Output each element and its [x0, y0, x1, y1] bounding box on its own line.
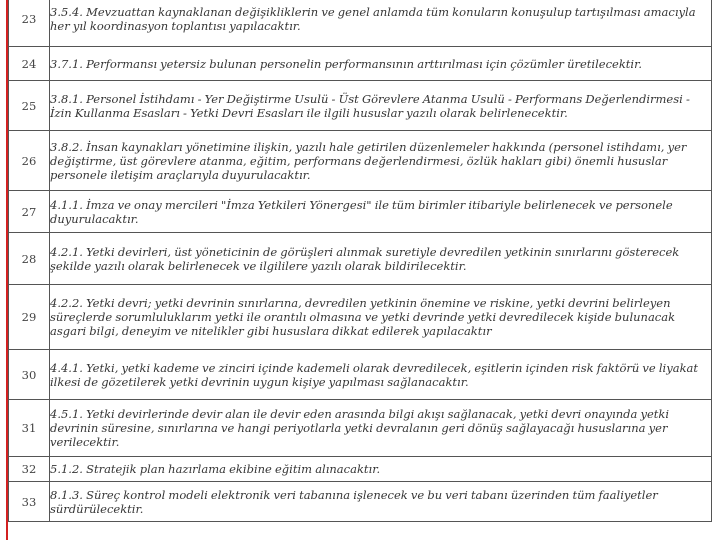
row-text: 4.4.1. Yetki, yetki kademe ve zinciri içinde kademeli olarak devredilecek, eşitlerin içinden risk faktörü ve liyakat ilkesi de gözetilerek yetki devrinin uygun kişiye yapılması sağlanacaktır.: [50, 350, 712, 400]
row-text: 5.1.2. Stratejik plan hazırlama ekibine eğitim alınacaktır.: [50, 457, 712, 482]
row-number: 29: [9, 285, 50, 350]
row-number: 28: [9, 233, 50, 285]
row-number: 25: [9, 81, 50, 131]
row-text: 3.5.4. Mevzuattan kaynaklanan değişikliklerin ve genel anlamda tüm konuların konuşulup tartışılması amacıyla her yıl koordinasyon toplantısı yapılacaktır.: [50, 0, 712, 47]
row-text: 3.8.1. Personel İstihdamı - Yer Değiştirme Usulü - Üst Görevlere Atanma Usulü - Performans Değerlendirmesi - İzin Kullanma Esasları - Yetki Devri Esasları ile ilgili hususlar yazılı olarak belirlenecektir.: [50, 81, 712, 131]
row-number: 27: [9, 191, 50, 233]
table-row: [9, 0, 712, 47]
row-number: 33: [9, 482, 50, 522]
row-text: 3.8.2. İnsan kaynakları yönetimine ilişkin, yazılı hale getirilen düzenlemeler hakkında (personel istihdamı, yer değiştirme, üst görevlere atanma, eğitim, performans değerlendirmesi, özlük hakları gibi) önemli hususlar personele iletişim araçlarıyla duyurulacaktır.: [50, 131, 712, 191]
table-row: [9, 285, 712, 350]
table-row: [9, 400, 712, 457]
row-number: 30: [9, 350, 50, 400]
row-text: 4.5.1. Yetki devirlerinde devir alan ile devir eden arasında bilgi akışı sağlanacak, yetki devri onayında yetki devrinin süresine, sınırlarına ve hangi periyotlarla yetki devralanın geri dönüş sağlayacağı hususlarına yer verilecektir.: [50, 400, 712, 457]
row-number: 24: [9, 47, 50, 81]
row-number: 32: [9, 457, 50, 482]
row-number: 23: [9, 0, 50, 47]
table-row: [9, 81, 712, 131]
table-row: [9, 457, 712, 482]
action-plan-table: [8, 0, 712, 522]
table-row: [9, 191, 712, 233]
row-text: 4.2.1. Yetki devirleri, üst yöneticinin de görüşleri alınmak suretiyle devredilen yetkinin sınırlarını gösterecek şekilde yazılı olarak belirlenecek ve ilgililere yazılı olarak bildirilecektir.: [50, 233, 712, 285]
row-text: 3.7.1. Performansı yetersiz bulunan personelin performansının arttırılması için çözümler üretilecektir.: [50, 47, 712, 81]
row-text: 4.1.1. İmza ve onay mercileri "İmza Yetkileri Yönergesi" ile tüm birimler itibariyle belirlenecek ve personele duyurulacaktır.: [50, 191, 712, 233]
table-row: [9, 131, 712, 191]
row-number: 31: [9, 400, 50, 457]
row-text: 8.1.3. Süreç kontrol modeli elektronik veri tabanına işlenecek ve bu veri tabanı üzerinden tüm faaliyetler sürdürülecektir.: [50, 482, 712, 522]
row-number: 26: [9, 131, 50, 191]
table-row: [9, 482, 712, 522]
table-row: [9, 350, 712, 400]
table-row: [9, 47, 712, 81]
row-text: 4.2.2. Yetki devri; yetki devrinin sınırlarına, devredilen yetkinin önemine ve riskine, yetki devrini belirleyen süreçlerde sorumluluklarım yetki ile orantılı olmasına ve yetki devrinde yetki devredilecek kişide bulunacak asgari bilgi, deneyim ve nitelikler gibi hususlara dikkat edilerek yapılacaktır: [50, 285, 712, 350]
table-row: [9, 233, 712, 285]
